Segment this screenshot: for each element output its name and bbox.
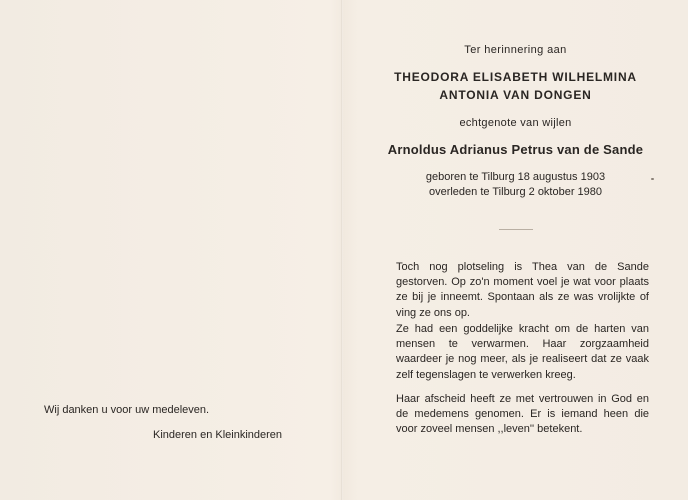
- paragraph-3: Haar afscheid heeft ze met vertrouwen in God en de medemens genomen. Er is iemand heen die voor zoveel mensen ,,leven'' betekent.: [396, 393, 649, 436]
- paragraph-1: Toch nog plotseling is Thea van de Sande gestorven. Op zo'n moment voel je wat voor plaats ze bij je inneemt. Spontaan als ze was vrolijkte of ving ze ons op.: [396, 261, 649, 319]
- paragraph-2: Ze had een goddelijke kracht om de harten van mensen te verwarmen. Haar zorgzaamheid waardeer je nog meer, als je realiseert dat ze vaak zelf tegenslagen te verwerken kreeg.: [396, 323, 649, 381]
- deceased-name-line2: ANTONIA VAN DONGEN: [439, 88, 592, 102]
- paper-speck: [651, 178, 654, 180]
- thanks-text: Wij danken u voor uw medeleven.: [44, 404, 210, 416]
- divider-line: [499, 229, 533, 230]
- right-page: [343, 0, 688, 500]
- spouse-intro-text: echtgenote van wijlen: [459, 117, 572, 129]
- spouse-name: Arnoldus Adrianus Petrus van de Sande: [387, 142, 644, 157]
- intro-text: Ter herinnering aan: [464, 44, 567, 56]
- death-line: overleden te Tilburg 2 oktober 1980: [428, 186, 603, 198]
- deceased-name-line1: THEODORA ELISABETH WILHELMINA: [394, 70, 637, 84]
- birth-line: geboren te Tilburg 18 augustus 1903: [425, 171, 606, 183]
- family-signature: Kinderen en Kleinkinderen: [153, 429, 283, 441]
